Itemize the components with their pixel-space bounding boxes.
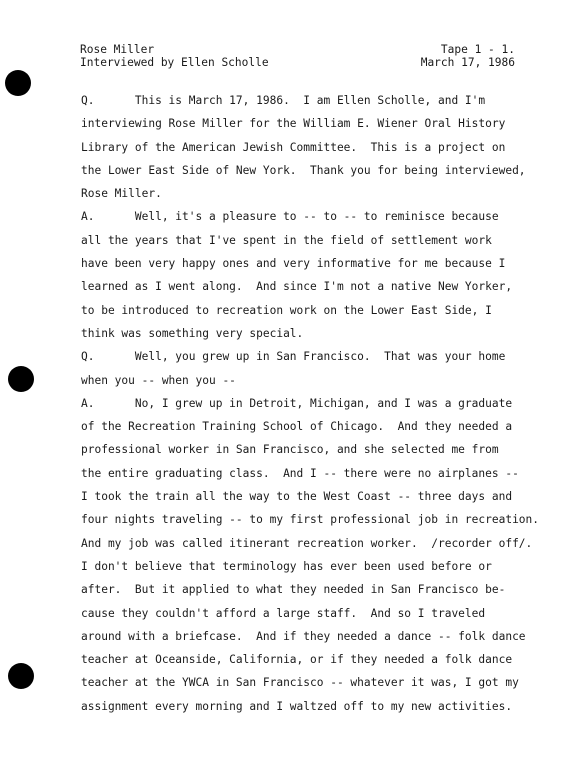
header-row-1 (80, 43, 515, 56)
transcript-line: have been very happy ones and very informative for me because I (81, 257, 506, 271)
transcript-line: A. No, I grew up in Detroit, Michigan, and I was a graduate (81, 396, 513, 410)
punch-hole (8, 663, 34, 689)
interviewee-name: Rose Miller (80, 43, 155, 56)
transcript-line: teacher at Oceanside, California, or if they needed a folk dance (81, 653, 513, 667)
transcript-line: I took the train all the way to the West Coast -- three days and (81, 490, 513, 504)
transcript-line: professional worker in San Francisco, and she selected me from (81, 443, 499, 457)
transcript-line: A. Well, it's a pleasure to -- to -- to reminisce because (81, 210, 499, 224)
interviewer-credit: Interviewed by Ellen Scholle (80, 56, 269, 69)
transcript-line: Rose Miller. (81, 187, 162, 201)
transcript-line: all the years that I've spent in the field of settlement work (81, 233, 492, 247)
transcript-line: the Lower East Side of New York. Thank you for being interviewed, (81, 163, 526, 177)
transcript-line: four nights traveling -- to my first professional job in recreation. (81, 513, 540, 527)
transcript-line: cause they couldn't afford a large staff. And so I traveled (81, 606, 486, 620)
transcript-line: assignment every morning and I waltzed off to my new activities. (81, 699, 513, 713)
transcript-line: think was something very special. (81, 326, 304, 340)
transcript-line: around with a briefcase. And if they needed a dance -- folk dance (81, 629, 526, 643)
punch-hole (8, 366, 34, 392)
transcript-line: Q. This is March 17, 1986. I am Ellen Scholle, and I'm (81, 94, 486, 107)
transcript-line: interviewing Rose Miller for the William E. Wiener Oral History (81, 117, 506, 131)
interview-date: March 17, 1986 (420, 56, 515, 69)
page-header (80, 43, 515, 69)
punch-hole (5, 70, 31, 96)
transcript-line: teacher at the YWCA in San Francisco -- whatever it was, I got my (81, 676, 519, 690)
transcript-line: Library of the American Jewish Committee. This is a project on (81, 140, 506, 154)
transcript-line: I don't believe that terminology has ever been used before or (81, 559, 492, 573)
transcript-line: after. But it applied to what they needed in San Francisco be- (81, 583, 506, 597)
transcript-line: of the Recreation Training School of Chicago. And they needed a (81, 420, 513, 434)
header-row-2 (80, 56, 515, 69)
tape-number: Tape 1 - 1. (440, 43, 515, 56)
transcript-line: Q. Well, you grew up in San Francisco. That was your home (81, 350, 506, 364)
transcript-body (81, 89, 551, 718)
transcript-line: And my job was called itinerant recreation worker. /recorder off/. (81, 536, 533, 550)
transcript-line: the entire graduating class. And I -- there were no airplanes -- (81, 466, 519, 480)
transcript-line: when you -- when you -- (81, 373, 236, 387)
transcript-line: learned as I went along. And since I'm not a native New Yorker, (81, 280, 513, 294)
transcript-line: to be introduced to recreation work on the Lower East Side, I (81, 303, 492, 317)
